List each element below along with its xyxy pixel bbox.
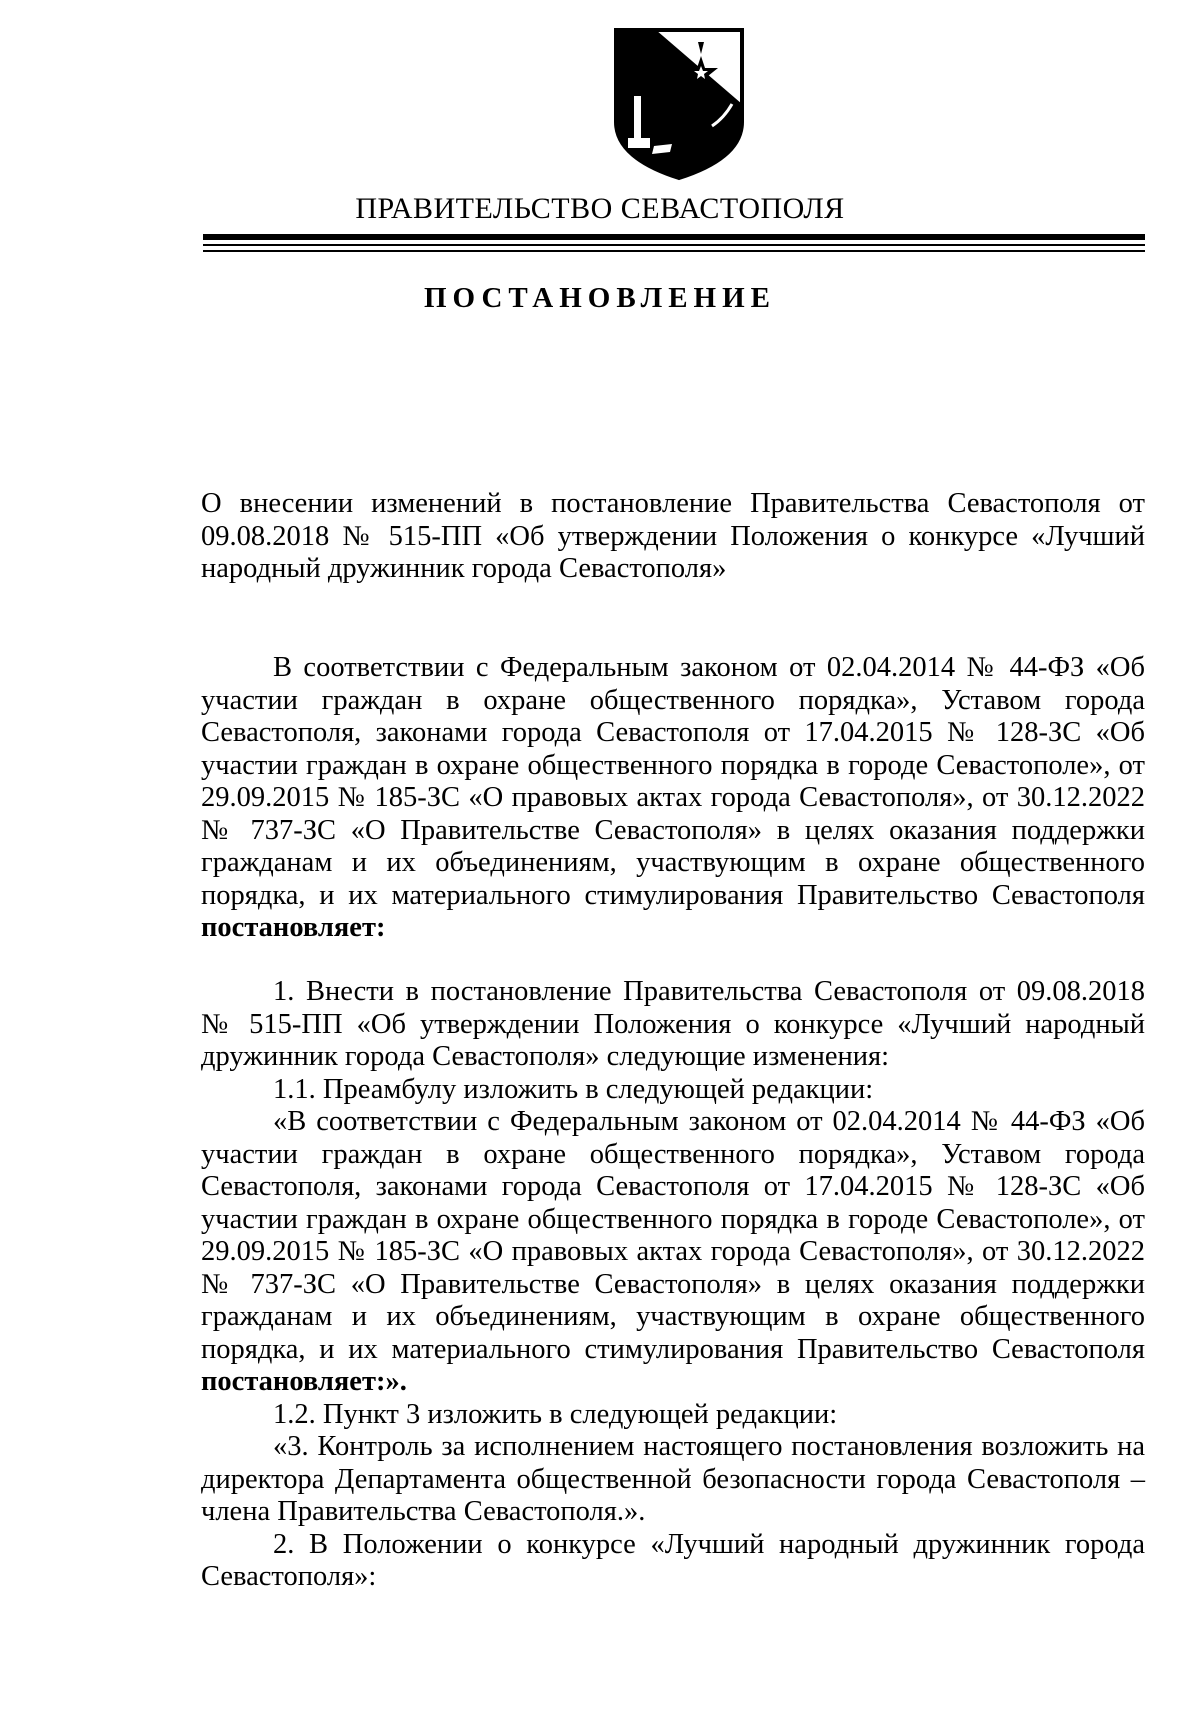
- government-name: ПРАВИТЕЛЬСТВО СЕВАСТОПОЛЯ: [355, 192, 845, 225]
- header-rule-thin-2: [203, 250, 1145, 252]
- item-2: 2. В Положении о конкурсе «Лучший народный дружинник города Севастополя»:: [201, 1528, 1145, 1592]
- item-1-1-quote-text: «В соответствии с Федеральным законом от 02.04.2014 № 44-ФЗ «Об участии граждан в охране общественного порядка», Уставом города Севастополя, законами города Севастополя от 17.04.2015 № 128-ЗС «Об участии граждан в охране общественного порядка в городе Севастополе», от 29.09.2015 № 185-ЗС «О правовых актах города Севастополя», от 30.12.2022 № 737-ЗС «О Правительстве Севастополя» в целях оказания поддержки гражданам и их объединениям, участвующим в охране общественного порядка, и их материального стимулирования Правительство Севастополя: [201, 1106, 1145, 1365]
- item-1-2-quote: «3. Контроль за исполнением настоящего постановления возложить на директора Департамента общественной безопасности города Севастополя – члена Правительства Севастополя.».: [201, 1431, 1145, 1527]
- amendment-items: [201, 976, 1145, 1594]
- item-1: 1. Внести в постановление Правительства Севастополя от 09.08.2018 № 515-ПП «Об утверждении Положения о конкурсе «Лучший народный дружинник города Севастополя» следующие изменения:: [201, 976, 1145, 1072]
- document-type: ПОСТАНОВЛЕНИЕ: [423, 282, 776, 314]
- preamble-verb: постановляет:: [201, 912, 386, 943]
- item-1-2: 1.2. Пункт 3 изложить в следующей редакции:: [273, 1398, 838, 1430]
- item-1-1: 1.1. Преамбулу изложить в следующей редакции:: [273, 1073, 874, 1105]
- header-rule-thin: [203, 244, 1145, 246]
- document-title: О внесении изменений в постановление Правительства Севастополя от 09.08.2018 № 515-ПП «Об утверждении Положения о конкурсе «Лучший народный дружинник города Севастополя»: [201, 488, 1145, 584]
- preamble-text: В соответствии с Федеральным законом от 02.04.2014 № 44-ФЗ «Об участии граждан в охране общественного порядка», Уставом города Севастополя, законами города Севастополя от 17.04.2015 № 128-ЗС «Об участии граждан в охране общественного порядка в городе Севастополе», от 29.09.2015 № 185-ЗС «О правовых актах города Севастополя», от 30.12.2022 № 737-ЗС «О Правительстве Севастополя» в целях оказания поддержки гражданам и их объединениям, участвующим в охране общественного порядка, и их материального стимулирования Правительство Севастополя: [201, 652, 1145, 911]
- preamble: [201, 652, 1145, 945]
- item-1-1-quote-verb: постановляет:».: [201, 1366, 407, 1397]
- item-1-1-quote: [201, 1106, 1145, 1399]
- header-rule-thick: [203, 234, 1145, 240]
- sevastopol-coat-of-arms-icon: [612, 26, 746, 182]
